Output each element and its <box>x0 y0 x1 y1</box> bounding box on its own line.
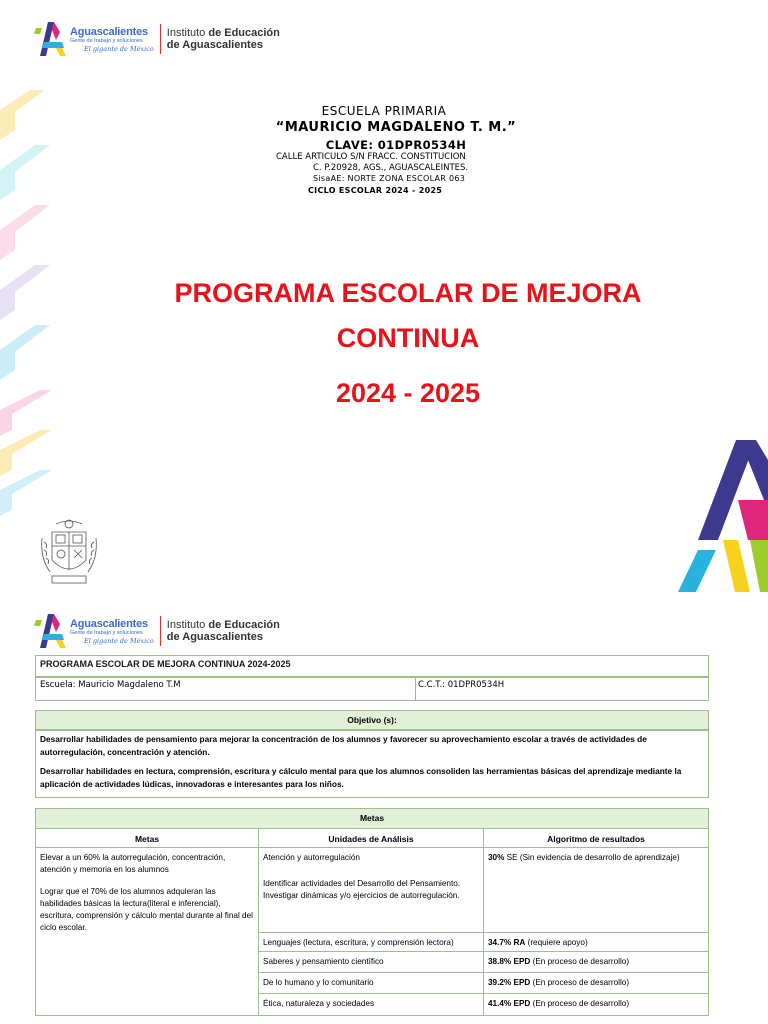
school-type: ESCUELA PRIMARIA <box>321 104 447 118</box>
column-header-metas: Metas <box>36 829 259 848</box>
institute-line1-bold: de Educación <box>208 619 280 631</box>
table-row <box>259 994 708 1015</box>
table-row <box>259 933 708 952</box>
brand-tagline: Gente de trabajo y soluciones <box>70 37 143 44</box>
school-cycle: CICLO ESCOLAR 2024 - 2025 <box>308 186 443 195</box>
result-description: (En proceso de desarrollo) <box>530 957 630 966</box>
header-logo <box>34 614 280 648</box>
meta-text: Lograr que el 70% de los alumnos adquieran las habilidades básicas la lectura(literal e inferencial), escritura, comprensión y cálculo mental durante al final del ciclo escolar. <box>40 887 253 932</box>
unidad-text: Identificar actividades del Desarrollo del Pensamiento. <box>263 879 461 888</box>
brand-name: Aguascalientes <box>70 617 148 630</box>
program-page <box>0 604 768 1024</box>
institute-line1: Instituto <box>166 27 206 39</box>
unidad-cell: Saberes y pensamiento científico <box>259 952 484 972</box>
aguascalientes-emblem-icon <box>34 22 66 56</box>
result-value: 39.2% EPD <box>488 978 531 987</box>
program-title: PROGRAMA ESCOLAR DE MEJORA <box>174 278 642 308</box>
logo-divider <box>160 24 161 54</box>
school-clave: CLAVE: 01DPR0534H <box>325 138 467 152</box>
result-value: 34.7% RA <box>488 938 526 947</box>
unidad-cell: Ética, naturaleza y sociedades <box>259 994 484 1015</box>
institute-name <box>167 27 280 51</box>
unidad-cell: De lo humano y lo comunitario <box>259 973 484 993</box>
table-row <box>259 848 708 933</box>
header-logo <box>34 22 280 56</box>
institute-name <box>167 619 280 643</box>
brand-tagline: Gente de trabajo y soluciones <box>70 629 143 636</box>
address-line: CALLE ARTICULO S/N FRACC. CONSTITUCION <box>276 152 466 162</box>
result-value: 30% <box>488 853 505 862</box>
program-years: 2024 - 2025 <box>335 378 481 408</box>
objectives-body <box>35 730 709 798</box>
logo-divider <box>160 616 161 646</box>
unidad-cell <box>259 848 484 932</box>
objective-text: Desarrollar habilidades en lectura, comprensión, escritura y cálculo mental para que los alumnos consoliden las herramientas básicas del aprendizaje mediante la aplicación de actividades lúdicas, innovadoras e interesantes para los niños. <box>40 766 682 789</box>
algoritmo-cell <box>484 952 708 972</box>
column-header-algoritmo: Algoritmo de resultados <box>484 829 708 848</box>
program-title: CONTINUA <box>336 323 480 353</box>
result-description: (En proceso de desarrollo) <box>530 999 630 1008</box>
result-description: SE (Sin evidencia de desarrollo de aprendizaje) <box>504 853 680 862</box>
objective-text: Desarrollar habilidades de pensamiento para mejorar la concentración de los alumnos y favorecer su aprovechamiento escolar a través de actividades de autorregulación, concentración y atención. <box>40 734 647 757</box>
coat-of-arms-icon <box>38 518 100 588</box>
institute-line2: de Aguascalientes <box>166 39 263 51</box>
cct-cell: C.C.T.: 01DPR0534H <box>418 680 505 690</box>
result-value: 41.4% EPD <box>488 999 531 1008</box>
algoritmo-cell <box>484 933 708 951</box>
unidad-text: Atención y autorregulación <box>263 853 360 862</box>
table-row <box>259 952 708 973</box>
algoritmo-cell <box>484 973 708 993</box>
objectives-header: Objetivo (s): <box>35 710 709 730</box>
algoritmo-cell <box>484 848 708 932</box>
school-info-row <box>35 677 709 701</box>
brand-script: El gigante de México <box>84 636 154 645</box>
zone-line: SisaAE: NORTE ZONA ESCOLAR 063 <box>313 174 466 183</box>
table-row <box>259 973 708 994</box>
table-title: PROGRAMA ESCOLAR DE MEJORA CONTINUA 2024-2025 <box>35 655 709 677</box>
metas-header: Metas <box>36 809 708 829</box>
school-name-cell: Escuela: Mauricio Magdaleno T.M <box>36 678 416 700</box>
unidad-text: Investigar dinámicas y/o ejercicios de autorregulación. <box>263 891 460 900</box>
decorative-a-shape <box>678 440 768 600</box>
institute-line2: de Aguascalientes <box>166 631 263 643</box>
institute-line1: Instituto <box>166 619 206 631</box>
metas-cell <box>36 848 259 1015</box>
result-value: 38.8% EPD <box>488 957 531 966</box>
aguascalientes-emblem-icon <box>34 614 66 648</box>
algoritmo-cell <box>484 994 708 1015</box>
institute-line1-bold: de Educación <box>208 27 280 39</box>
address-line: C. P.20928, AGS., AGUASCALEINTES. <box>313 163 469 173</box>
metas-table <box>35 808 709 1016</box>
meta-text: Elevar a un 60% la autorregulación, concentración, atención y memoria en los alumnos <box>40 853 226 874</box>
brand-name: Aguascalientes <box>70 25 148 38</box>
result-description: (En proceso de desarrollo) <box>530 978 630 987</box>
column-header-unidades: Unidades de Análisis <box>259 829 484 848</box>
unidad-cell: Lenguajes (lectura, escritura, y comprensión lectora) <box>259 933 484 951</box>
brand-script: El gigante de México <box>84 44 154 53</box>
result-description: (requiere apoyo) <box>525 938 588 947</box>
school-name: “MAURICIO MAGDALENO T. M.” <box>275 120 517 135</box>
